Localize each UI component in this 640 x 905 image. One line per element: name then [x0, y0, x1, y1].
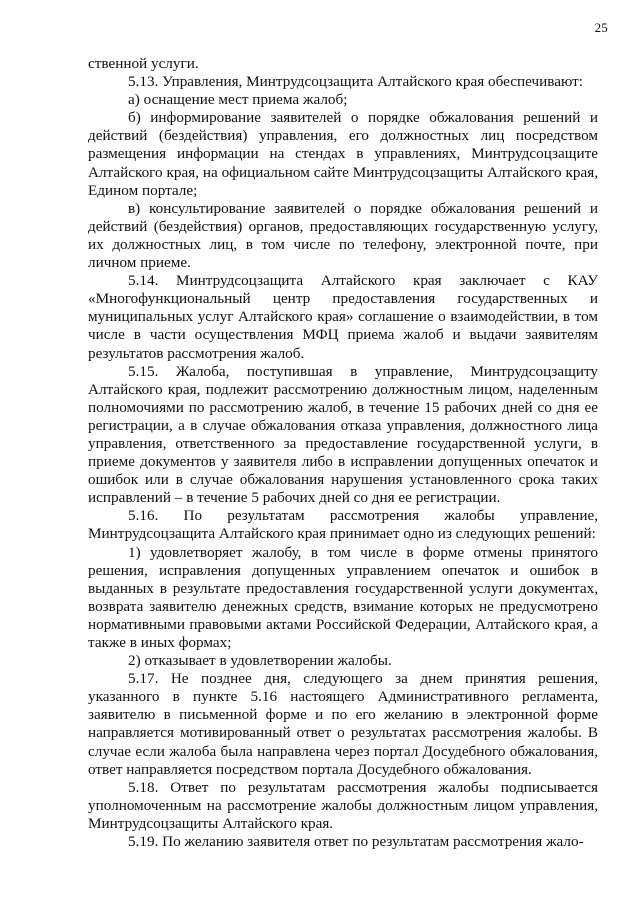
page-number: 25 [594, 20, 608, 35]
paragraph-continuation: ственной услуги. [88, 55, 199, 72]
paragraph-5-13: 5.13. Управления, Минтрудсоцзащита Алтайского края обеспечивают: [128, 73, 583, 91]
paragraph-5-16-1: 1) удовлетворяет жалобу, в том числе в форме отмены принятого решения, исправления допущенных управлением опечаток и ошибок в выданных в результате предоставления государственной услуги документах, возврата заявителю денежных средств, взимание которых не предусмотрено нормативными правовыми актами Российской Федерации, Алтайского края, а также в иных формах; [88, 543, 598, 651]
paragraph-5-13-v: в) консультирование заявителей о порядке обжалования решений и действий (бездействия) органов, предоставляющих государственную услугу, их должностных лиц, в том числе по телефону, электронной почте, при личном приеме. [88, 199, 598, 272]
paragraph-5-19: 5.19. По желанию заявителя ответ по результатам рассмотрения жало- [128, 833, 584, 851]
paragraph-5-18: 5.18. Ответ по результатам рассмотрения жалобы подписывается уполномоченным на рассмотрение жалобы должностным лицом управления, Минтрудсоцзащиты Алтайского края. [88, 778, 598, 832]
paragraph-5-16: 5.16. По результатам рассмотрения жалобы управление, Минтрудсоцзащита Алтайского края принимает одно из следующих решений: [88, 507, 598, 543]
paragraph-5-15: 5.15. Жалоба, поступившая в управление, Минтрудсоцзащиту Алтайского края, подлежит рассмотрению должностным лицом, наделенным полномочиями по рассмотрению жалоб, в течение 15 рабочих дней со дня ее регистрации, а в случае обжалования отказа управления, должностного лица управления, ответственного за предоставление государственной услуги, в приеме документов у заявителя либо в исправлении допущенных опечаток и ошибок или в случае обжалования нарушения установленного срока таких исправлений – в течение 5 рабочих дней со дня ее регистрации. [88, 362, 598, 507]
paragraph-5-17: 5.17. Не позднее дня, следующего за днем принятия решения, указанного в пункте 5.16 настоящего Административного регламента, заявителю в письменной форме и по его желанию в электронной форме направляется мотивированный ответ о результатах рассмотрения жалобы. В случае если жалоба была направлена через портал Досудебного обжалования, ответ направляется посредством портала Досудебного обжалования. [88, 670, 598, 778]
document-body [88, 55, 598, 851]
paragraph-5-16-2: 2) отказывает в удовлетворении жалобы. [128, 652, 392, 670]
paragraph-5-14: 5.14. Минтрудсоцзащита Алтайского края заключает с КАУ «Многофункциональный центр предоставления государственных и муниципальных услуг Алтайского края» соглашение о взаимодействии, в том числе в части осуществления МФЦ приема жалоб и выдачи заявителям результатов рассмотрения жалоб. [88, 272, 598, 362]
paragraph-5-13-b: б) информирование заявителей о порядке обжалования решений и действий (бездействия) управления, его должностных лиц посредством размещения информации на стендах в управлениях, Минтрудсоцзащите Алтайского края, на официальном сайте Минтрудсоцзащиты Алтайского края, Едином портале; [88, 109, 598, 199]
paragraph-5-13-a: а) оснащение мест приема жалоб; [128, 91, 348, 109]
